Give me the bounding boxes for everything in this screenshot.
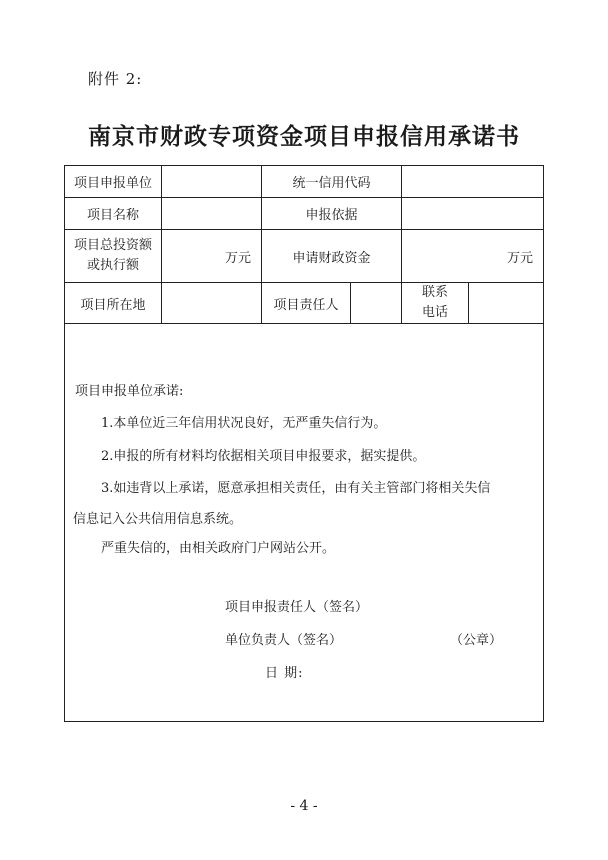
phone-label-line1: 联系 <box>422 285 449 300</box>
applicant-label: 项目申报单位 <box>65 166 162 198</box>
table-row <box>65 230 544 283</box>
location-label: 项目所在地 <box>65 283 162 324</box>
unit-head-signer-label: 单位负责人（签名） <box>225 633 343 648</box>
pledge-body <box>65 324 544 722</box>
applicant-value[interactable] <box>162 166 262 198</box>
pledge-item-4: 严重失信的，由相关政府门户网站公开。 <box>101 541 336 556</box>
pledge-item-2: 2.申报的所有材料均依据相关项目申报要求，据实提供。 <box>101 449 426 464</box>
location-value[interactable] <box>162 283 262 324</box>
table-row <box>65 166 544 198</box>
investment-label-line2: 或执行额 <box>86 258 139 273</box>
pledge-form-table <box>64 165 544 722</box>
page-number: - 4 - <box>290 798 318 814</box>
phone-label <box>402 283 469 324</box>
date-label: 日 期: <box>265 666 304 681</box>
investment-unit: 万元 <box>224 250 251 266</box>
phone-label-line2: 电话 <box>422 305 449 320</box>
project-name-label: 项目名称 <box>65 198 162 230</box>
investment-label-line1: 项目总投资额 <box>73 238 152 253</box>
document-title: 南京市财政专项资金项目申报信用承诺书 <box>88 123 520 150</box>
investment-label <box>65 230 162 283</box>
pledge-heading: 项目申报单位承诺: <box>75 384 184 399</box>
investment-value[interactable] <box>162 230 262 283</box>
table-row <box>65 324 544 722</box>
credit-code-label: 统一信用代码 <box>262 166 402 198</box>
funds-unit: 万元 <box>507 250 534 266</box>
attachment-label: 附件 2: <box>88 70 143 88</box>
credit-code-value[interactable] <box>402 166 544 198</box>
pledge-item-3-line1: 3.如违背以上承诺，愿意承担相关责任，由有关主管部门将相关失信 <box>101 481 491 496</box>
responsible-cell <box>262 283 402 324</box>
responsible-label: 项目责任人 <box>262 283 351 323</box>
project-name-value[interactable] <box>162 198 262 230</box>
pledge-item-1: 1.本单位近三年信用状况良好，无严重失信行为。 <box>101 416 387 431</box>
phone-value[interactable] <box>469 283 544 324</box>
table-row <box>65 283 544 324</box>
pledge-item-3-line2: 信息记入公共信用信息系统。 <box>73 512 243 527</box>
basis-label: 申报依据 <box>262 198 402 230</box>
funds-value[interactable] <box>402 230 544 283</box>
official-seal-label: （公章） <box>450 633 503 648</box>
funds-label: 申请财政资金 <box>262 230 402 283</box>
project-signer-label: 项目申报责任人（签名） <box>225 600 369 615</box>
basis-value[interactable] <box>402 198 544 230</box>
responsible-value[interactable] <box>351 283 401 323</box>
table-row <box>65 198 544 230</box>
